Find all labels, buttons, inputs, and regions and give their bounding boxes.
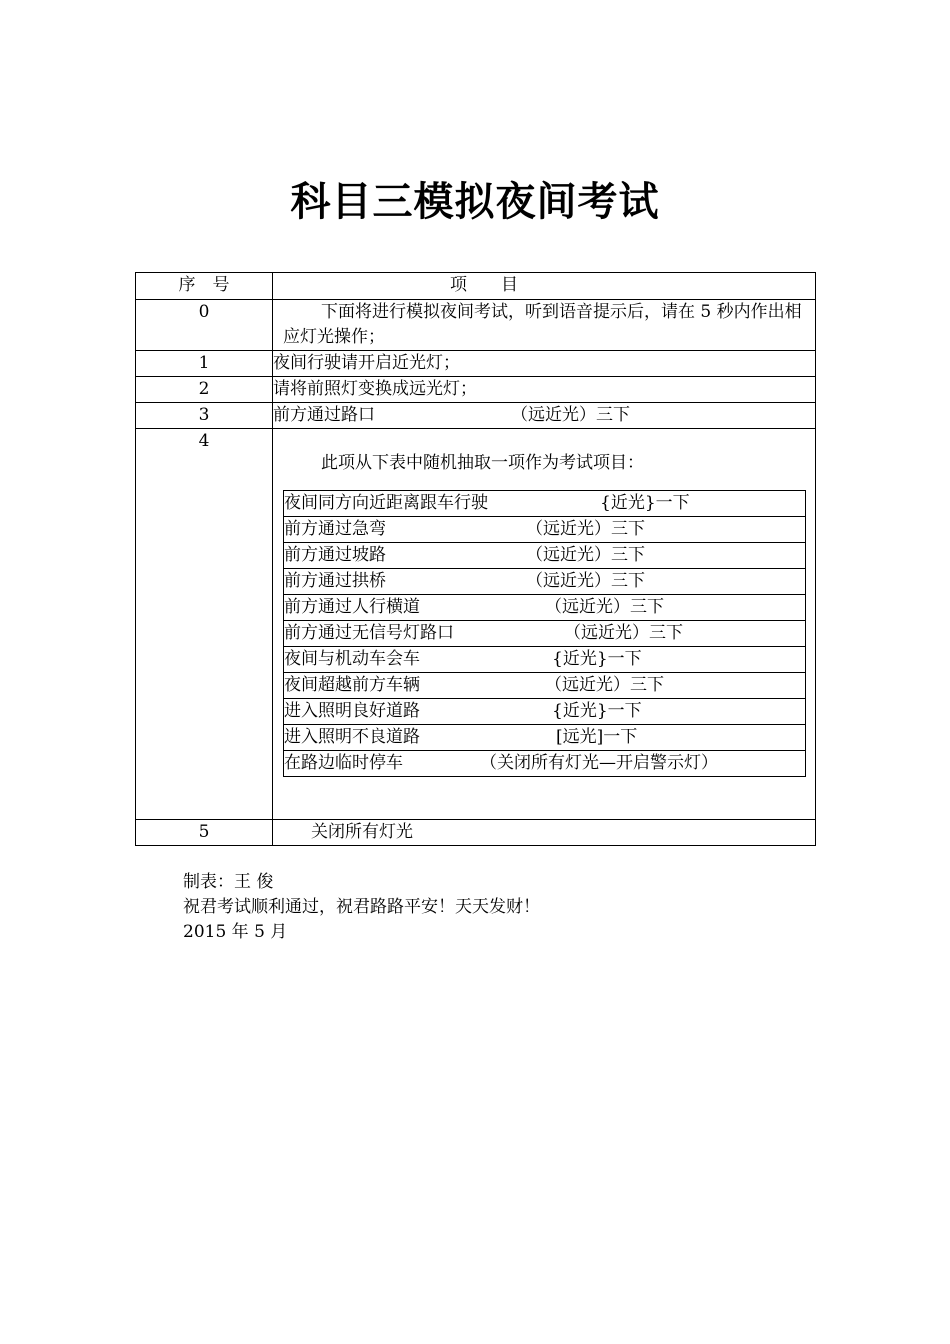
table-row	[136, 403, 816, 429]
sub-action: [远光]一下	[556, 727, 638, 747]
row-no: 2	[136, 377, 273, 403]
sub-action: （远近光）三下	[526, 571, 645, 591]
sub-row	[284, 699, 806, 725]
row-label: 前方通过路口	[273, 405, 375, 425]
row-text	[273, 300, 816, 351]
row-content	[273, 429, 816, 820]
sub-label: 夜间同方向近距离跟车行驶	[284, 493, 488, 513]
sub-row	[284, 569, 806, 595]
row-text: 关闭所有灯光	[273, 820, 816, 846]
row-action: （远近光）三下	[511, 405, 630, 425]
sub-action: （远近光）三下	[564, 623, 683, 643]
sub-label: 夜间超越前方车辆	[284, 675, 420, 695]
table-row	[136, 429, 816, 820]
sub-label: 夜间与机动车会车	[284, 649, 420, 669]
table-row	[136, 377, 816, 403]
sub-action: （远近光）三下	[545, 597, 664, 617]
table-row	[136, 300, 816, 351]
footer-wish: 祝君考试顺利通过，祝君路路平安！天天发财！	[183, 897, 540, 917]
sub-label: 在路边临时停车	[284, 753, 403, 773]
sub-action: {近光}一下	[600, 493, 690, 513]
sub-action: （远近光）三下	[545, 675, 664, 695]
exam-table	[135, 272, 816, 846]
table-row	[136, 820, 816, 846]
row-no: 0	[136, 300, 273, 351]
sub-row	[284, 491, 806, 517]
footer-date: 2015 年 5 月	[183, 922, 288, 942]
row-text: 夜间行驶请开启近光灯；	[273, 351, 816, 377]
row-text: 此项从下表中随机抽取一项作为考试项目：	[321, 453, 644, 473]
sub-label: 前方通过急弯	[284, 519, 386, 539]
sub-row	[284, 751, 806, 777]
sub-row	[284, 673, 806, 699]
sub-label: 进入照明不良道路	[284, 727, 420, 747]
row-text-content: 下面将进行模拟夜间考试，听到语音提示后，请在 5 秒内作出相应灯光操作；	[283, 302, 802, 347]
sub-action: （远近光）三下	[526, 519, 645, 539]
sub-action: （远近光）三下	[526, 545, 645, 565]
sub-items-table	[283, 490, 806, 777]
page-title: 科目三模拟夜间考试	[290, 179, 660, 225]
table-row	[136, 351, 816, 377]
footer	[183, 870, 540, 945]
sub-action: （关闭所有灯光—开启警示灯）	[480, 753, 718, 773]
sub-row	[284, 517, 806, 543]
row-text: 请将前照灯变换成远光灯；	[273, 377, 816, 403]
sub-label: 进入照明良好道路	[284, 701, 420, 721]
sub-row	[284, 725, 806, 751]
row-text	[273, 403, 816, 429]
sub-label: 前方通过坡路	[284, 545, 386, 565]
sub-row	[284, 543, 806, 569]
sub-action: {近光}一下	[552, 701, 642, 721]
row-no: 1	[136, 351, 273, 377]
row-no: 3	[136, 403, 273, 429]
sub-row	[284, 647, 806, 673]
footer-maker: 制表：王 俊	[183, 872, 274, 892]
row-no: 5	[136, 820, 273, 846]
header-no: 序 号	[136, 273, 273, 300]
table-header-row	[136, 273, 816, 300]
sub-label: 前方通过人行横道	[284, 597, 420, 617]
sub-row	[284, 621, 806, 647]
sub-label: 前方通过拱桥	[284, 571, 386, 591]
row-no: 4	[136, 429, 273, 820]
sub-row	[284, 595, 806, 621]
sub-label: 前方通过无信号灯路口	[284, 623, 454, 643]
header-item: 项 目	[273, 273, 816, 300]
sub-action: {近光}一下	[552, 649, 642, 669]
